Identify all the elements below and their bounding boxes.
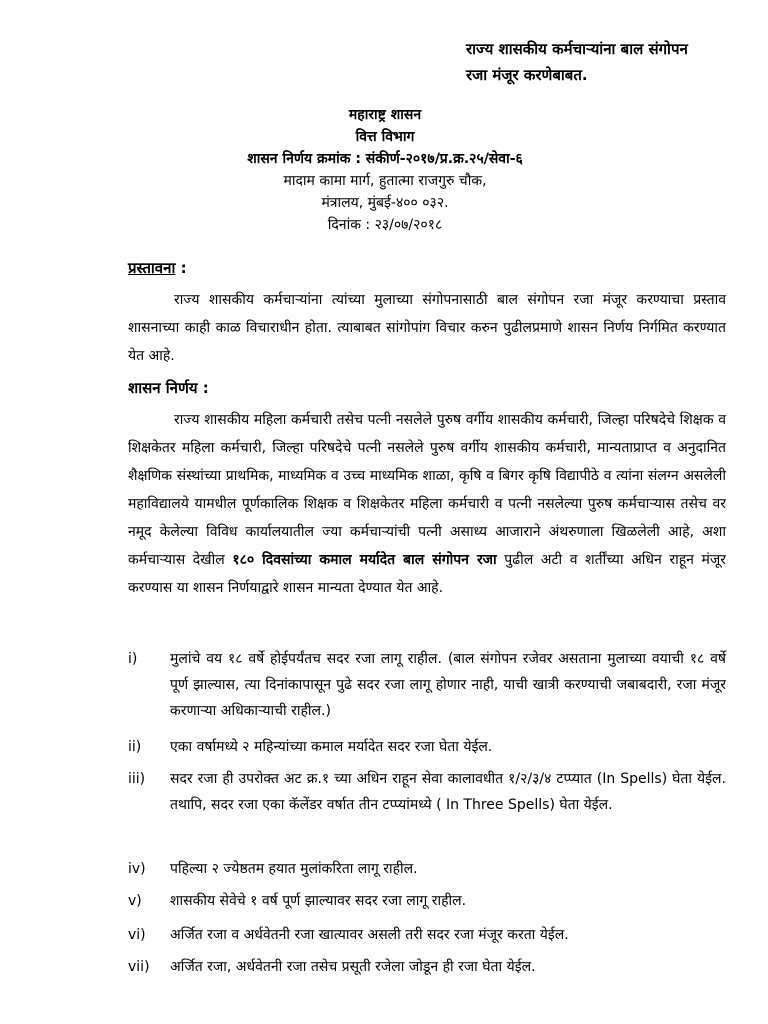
preamble-heading — [128, 258, 187, 278]
preamble-text: राज्य शासकीय कर्मचाऱ्यांना त्यांच्या मुलाच्या संगोपनासाठी बाल संगोपन रजा मंजूर करण्याचा प्रस्ताव शासनाच्या काही काळ विचाराधीन होता. त्याबाबत सांगोपांग विचार करुन पुढीलप्रमाणे शासन निर्णय निर्गमित करण्यात येत आहे. — [128, 292, 726, 364]
condition-number: vi) — [128, 927, 146, 943]
condition-text: एका वर्षामध्ये २ महिन्यांच्या कमाल मर्यादेत सदर रजा घेता येईल. — [170, 739, 493, 755]
address-line-2: मंत्रालय, मुंबई-४०० ०३२. — [321, 195, 449, 211]
condition-number: ii) — [128, 739, 142, 755]
condition-number: iii) — [128, 771, 146, 787]
document-header — [200, 104, 570, 236]
document-date: दिनांक : २३/०७/२०१८ — [327, 217, 443, 233]
gr-number: शासन निर्णय क्रमांक : संकीर्ण-२०१७/प्र.क्र.२५/सेवा-६ — [247, 151, 523, 167]
address-line-1: मादाम कामा मार्ग, हुतात्मा राजगुरु चौक, — [283, 173, 487, 189]
preamble-paragraph — [128, 286, 726, 370]
condition-text: अर्जित रजा व अर्धवेतनी रजा खात्यावर असली तरी सदर रजा मंजूर करता येईल. — [170, 927, 569, 943]
condition-number: i) — [128, 651, 138, 667]
condition-number: v) — [128, 893, 142, 909]
preamble-title: प्रस्तावना — [128, 259, 176, 277]
government-name: महाराष्ट्र शासन — [348, 107, 422, 123]
condition-text: सदर रजा ही उपरोक्त अट क्र.१ च्या अधिन राहून सेवा कालावधीत १/२/३/४ टप्प्यात (In Spells) घेता येईल. तथापि, सदर रजा एका कॅलेंडर वर्षात तीन टप्प्यांमध्ये ( In Three Spells) घेता येईल. — [170, 771, 726, 813]
decision-text-bold: १८० दिवसांच्या कमाल मर्यादेत बाल संगोपन रजा — [232, 552, 497, 568]
decision-text-before: राज्य शासकीय महिला कर्मचारी तसेच पत्नी नसलेले पुरुष वर्गीय शासकीय कर्मचारी, जिल्हा परिषदेचे शिक्षक व शिक्षकेतर महिला कर्मचारी, जिल्हा परिषदेचे पत्नी नसलेले पुरुष वर्गीय शासकीय कर्मचारी, मान्यताप्राप्त व अनुदानित शैक्षणिक संस्थांच्या प्राथमिक, माध्यमिक व उच्च माध्यमिक शाळा, कृषि व बिगर कृषि विद्यापीठे व त्यांना संलग्न असलेली महाविद्यालये यामधील पूर्णकालिक शिक्षक व शिक्षकेतर महिला कर्मचारी व पत्नी नसलेल्या पुरुष कर्मचाऱ्यास तसेच वर नमूद केलेल्या विविध कार्यालयातील ज्या कर्मचाऱ्यांची पत्नी असाध्य आजाराने अंथरुणाला खिळलेली आहे, अशा कर्मचाऱ्यास देखील — [128, 412, 726, 568]
condition-text: शासकीय सेवेचे १ वर्ष पूर्ण झाल्यावर सदर रजा लागू राहील. — [170, 893, 467, 909]
subject-line-2: रजा मंजूर करणेबाबत. — [466, 66, 588, 84]
condition-text: पहिल्या २ ज्येष्ठतम हयात मुलांकरिता लागू राहील. — [170, 861, 418, 877]
decision-heading: शासन निर्णय : — [128, 379, 209, 397]
department-name: वित्त विभाग — [355, 129, 415, 145]
subject-block — [466, 36, 756, 88]
condition-text: अर्जित रजा, अर्धवेतनी रजा तसेच प्रसूती रजेला जोडून ही रजा घेता येईल. — [170, 959, 536, 975]
condition-text: मुलांचे वय १८ वर्षे होईपर्यंतच सदर रजा लागू राहील. (बाल संगोपन रजेवर असताना मुलाच्या वयाची १८ वर्षे पूर्ण झाल्यास, त्या दिनांकापासून पुढे सदर रजा लागू होणार नाही, याची खात्री करण्याची जबाबदारी, रजा मंजूर करणाऱ्या अधिकाऱ्याची राहील.) — [170, 651, 726, 719]
condition-number: iv) — [128, 861, 146, 877]
decision-text-after: पुढील अटी व शर्तींच्या अधिन राहून मंजूर करण्यास या शासन निर्णयाद्वारे शासन मान्यता देण्यात येत आहे. — [128, 552, 726, 596]
subject-line-1: राज्य शासकीय कर्मचाऱ्यांना बाल संगोपन — [466, 40, 688, 58]
decision-paragraph — [128, 406, 726, 602]
condition-number: vii) — [128, 959, 150, 975]
preamble-title-suffix: : — [175, 259, 187, 277]
